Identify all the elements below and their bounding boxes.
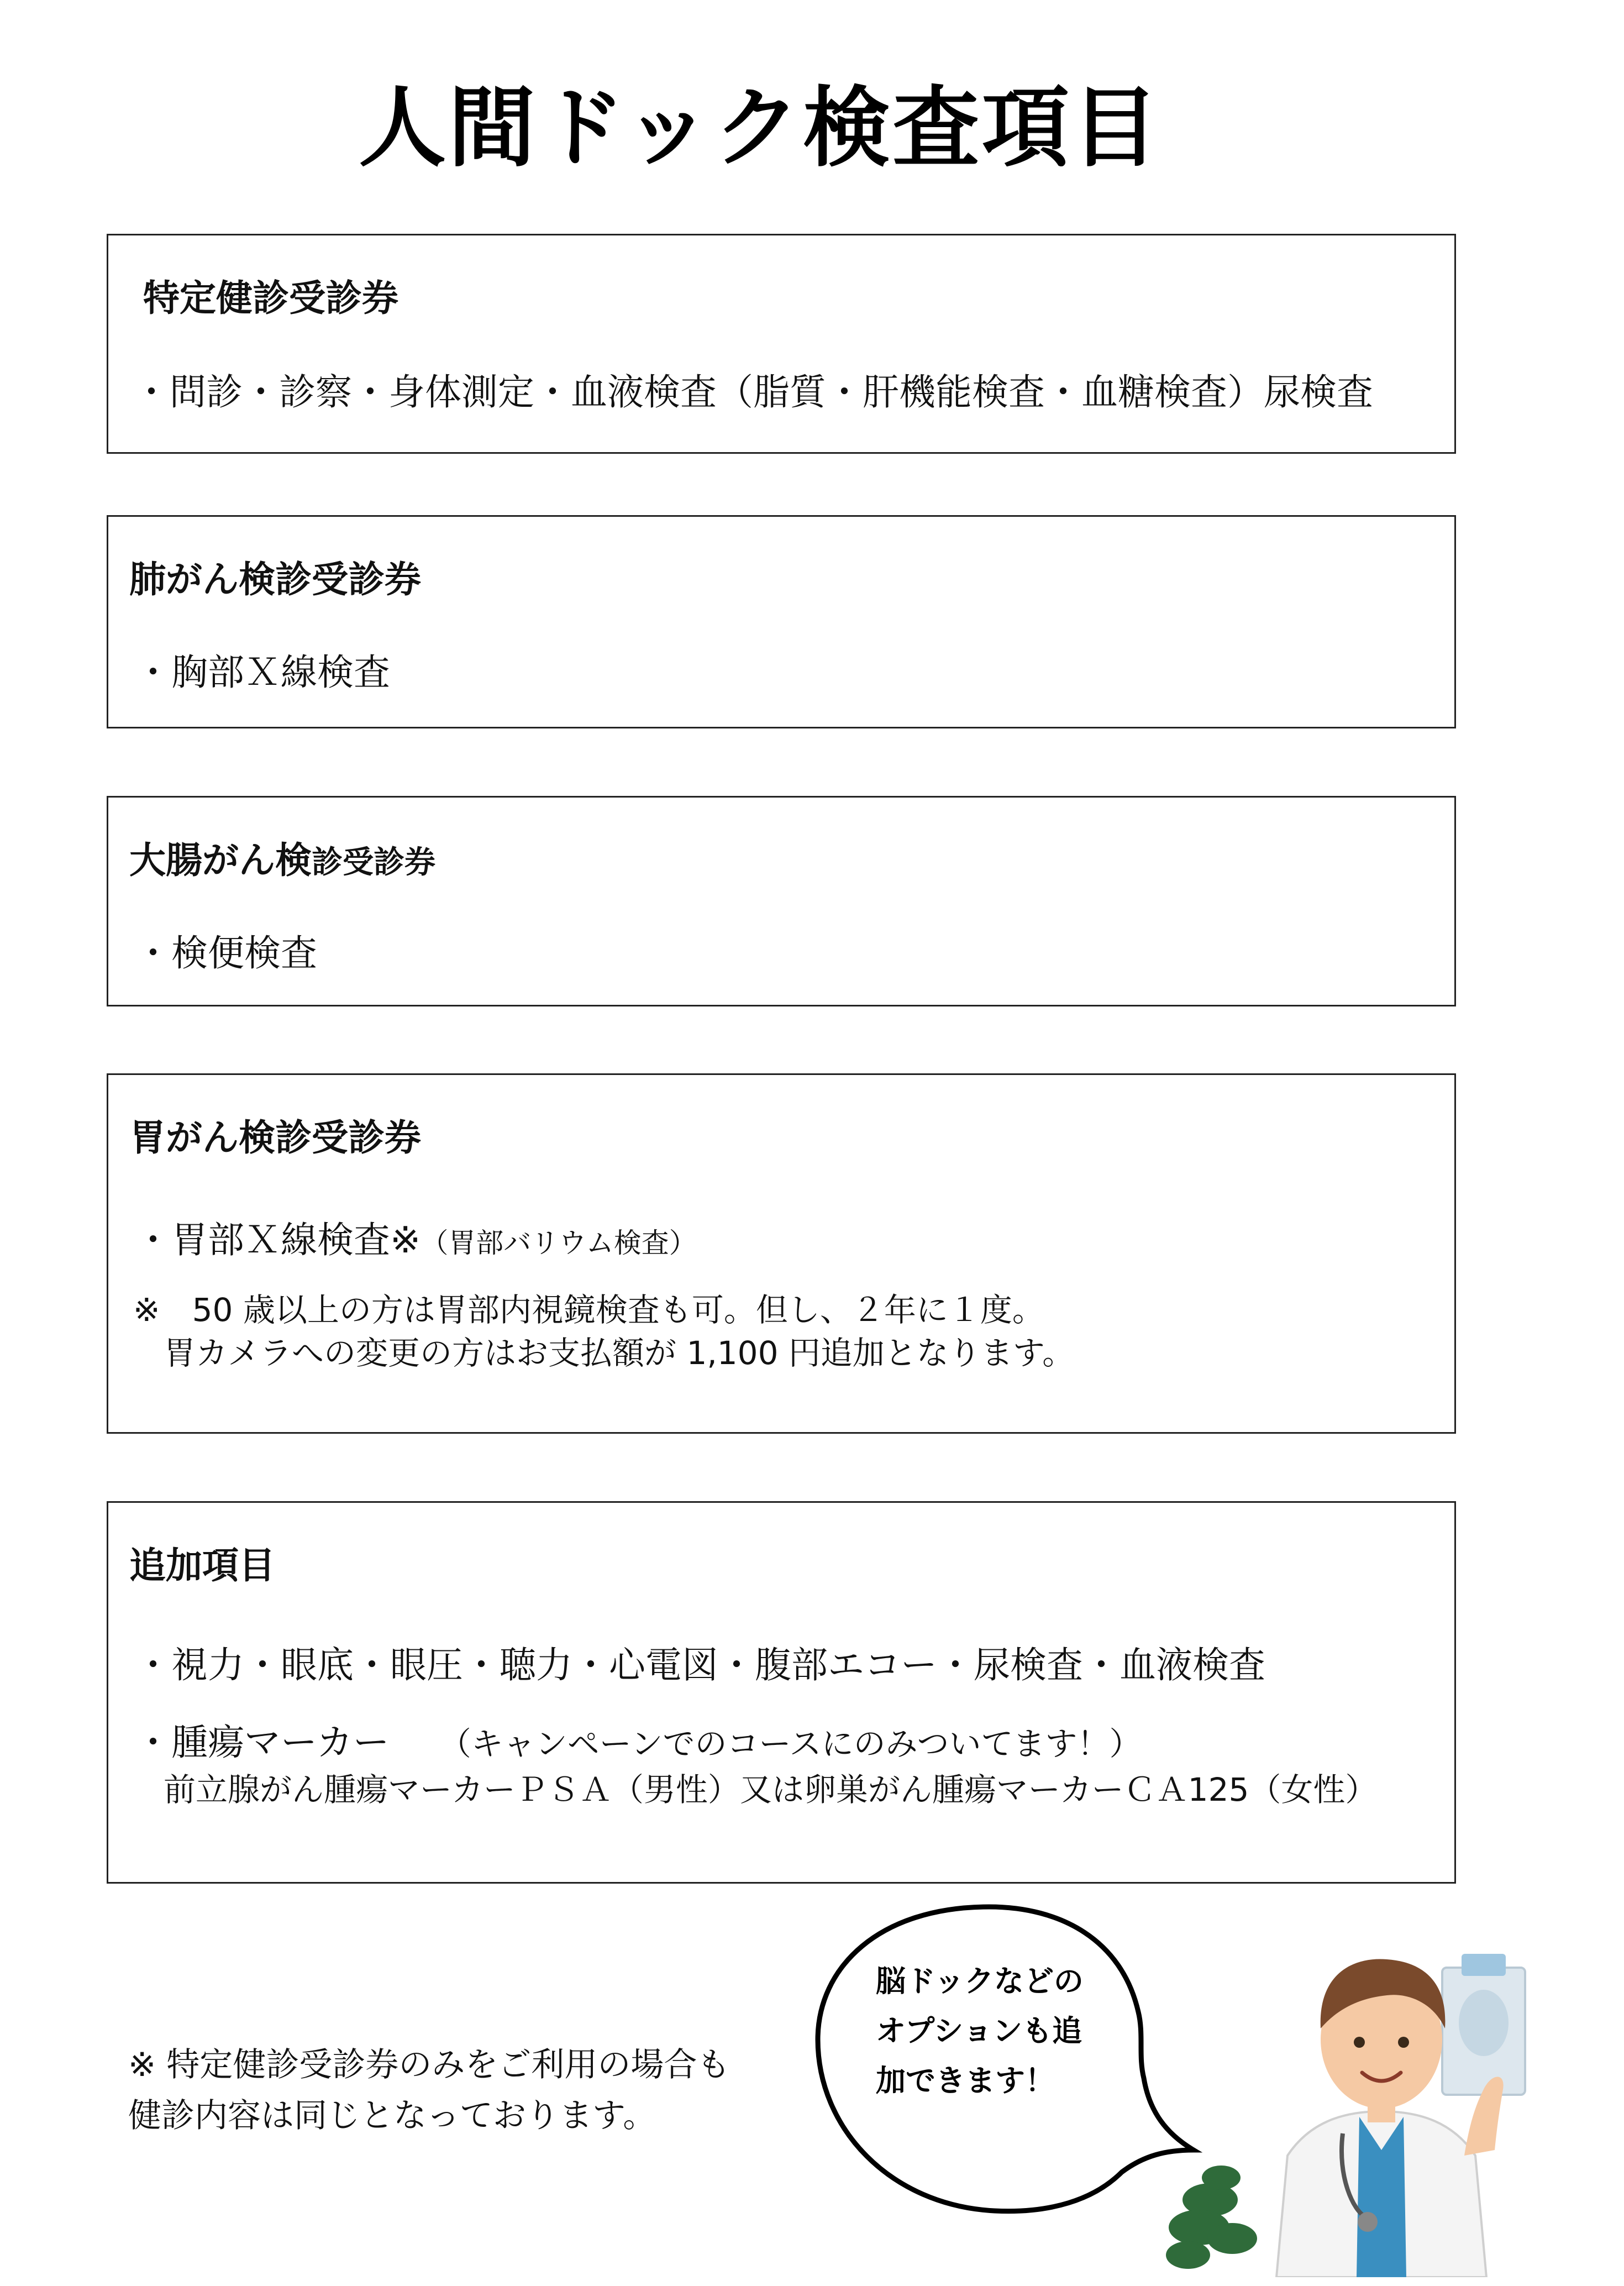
section-item: ・視力・眼底・眼圧・聴力・心電図・腹部エコー・尿検査・血液検査 (135, 1644, 1265, 1686)
section-note-line: 胃カメラへの変更の方はお支払額が 1,100 円追加となります。 (164, 1334, 1075, 1372)
section-item: ・胸部Ｘ線検査 (135, 651, 390, 694)
xray-film-icon (1442, 1954, 1525, 2095)
section-item-main: ・胃部Ｘ線検査※ (135, 1219, 421, 1261)
page-title: 人間ドック検査項目 (359, 77, 1161, 179)
speech-bubble-text (876, 1957, 1113, 2106)
section-heading: 特定健診受診券 (143, 277, 398, 319)
speech-bubble-line: 脳ドックなどの (876, 1964, 1084, 1999)
footer-note-line: 健診内容は同じとなっております。 (128, 2096, 656, 2135)
section-item: ・問診・診察・身体測定・血液検査（脂質・肝機能検査・血糖検査）尿検査 (133, 371, 1373, 413)
campaign-note: （キャンペーンでのコースにのみついてます！） (439, 1725, 1142, 1763)
footer-note-line: ※ 特定健診受診券のみをご利用の場合も (128, 2046, 730, 2084)
tumor-marker-detail: 前立腺がん腫瘍マーカーＰＳＡ（男性）又は卵巣がん腫瘍マーカーＣＡ125（女性） (164, 1771, 1378, 1808)
section-specific-health-checkup (107, 234, 1456, 454)
section-heading-main: 大腸がん検 (129, 839, 312, 882)
section-item (135, 1210, 697, 1263)
speech-bubble-line: オプションも追 (876, 2014, 1082, 2048)
section-stomach-cancer (107, 1073, 1456, 1434)
plant-decoration (1166, 2166, 1257, 2269)
section-item (135, 1713, 1141, 1765)
section-colorectal-cancer (107, 796, 1456, 1006)
section-heading: 胃がん検診受診券 (129, 1116, 421, 1159)
section-lung-cancer (107, 515, 1456, 728)
tumor-marker-label: ・腫瘍マーカー (135, 1721, 390, 1764)
section-heading: 肺がん検診受診券 (129, 558, 421, 601)
section-additional-items (107, 1501, 1456, 1884)
speech-bubble-line: 加できます！ (876, 2063, 1055, 2098)
section-heading (129, 831, 435, 883)
section-item-small: （胃部バリウム検査） (421, 1227, 697, 1259)
section-item: ・検便検査 (135, 932, 317, 974)
section-heading-small: 診受診券 (312, 845, 435, 880)
section-note-line: ※ 50 歳以上の方は胃部内視鏡検査も可。但し、２年に１度。 (133, 1291, 1044, 1329)
footer-note (128, 2039, 730, 2141)
section-heading: 追加項目 (129, 1544, 275, 1587)
